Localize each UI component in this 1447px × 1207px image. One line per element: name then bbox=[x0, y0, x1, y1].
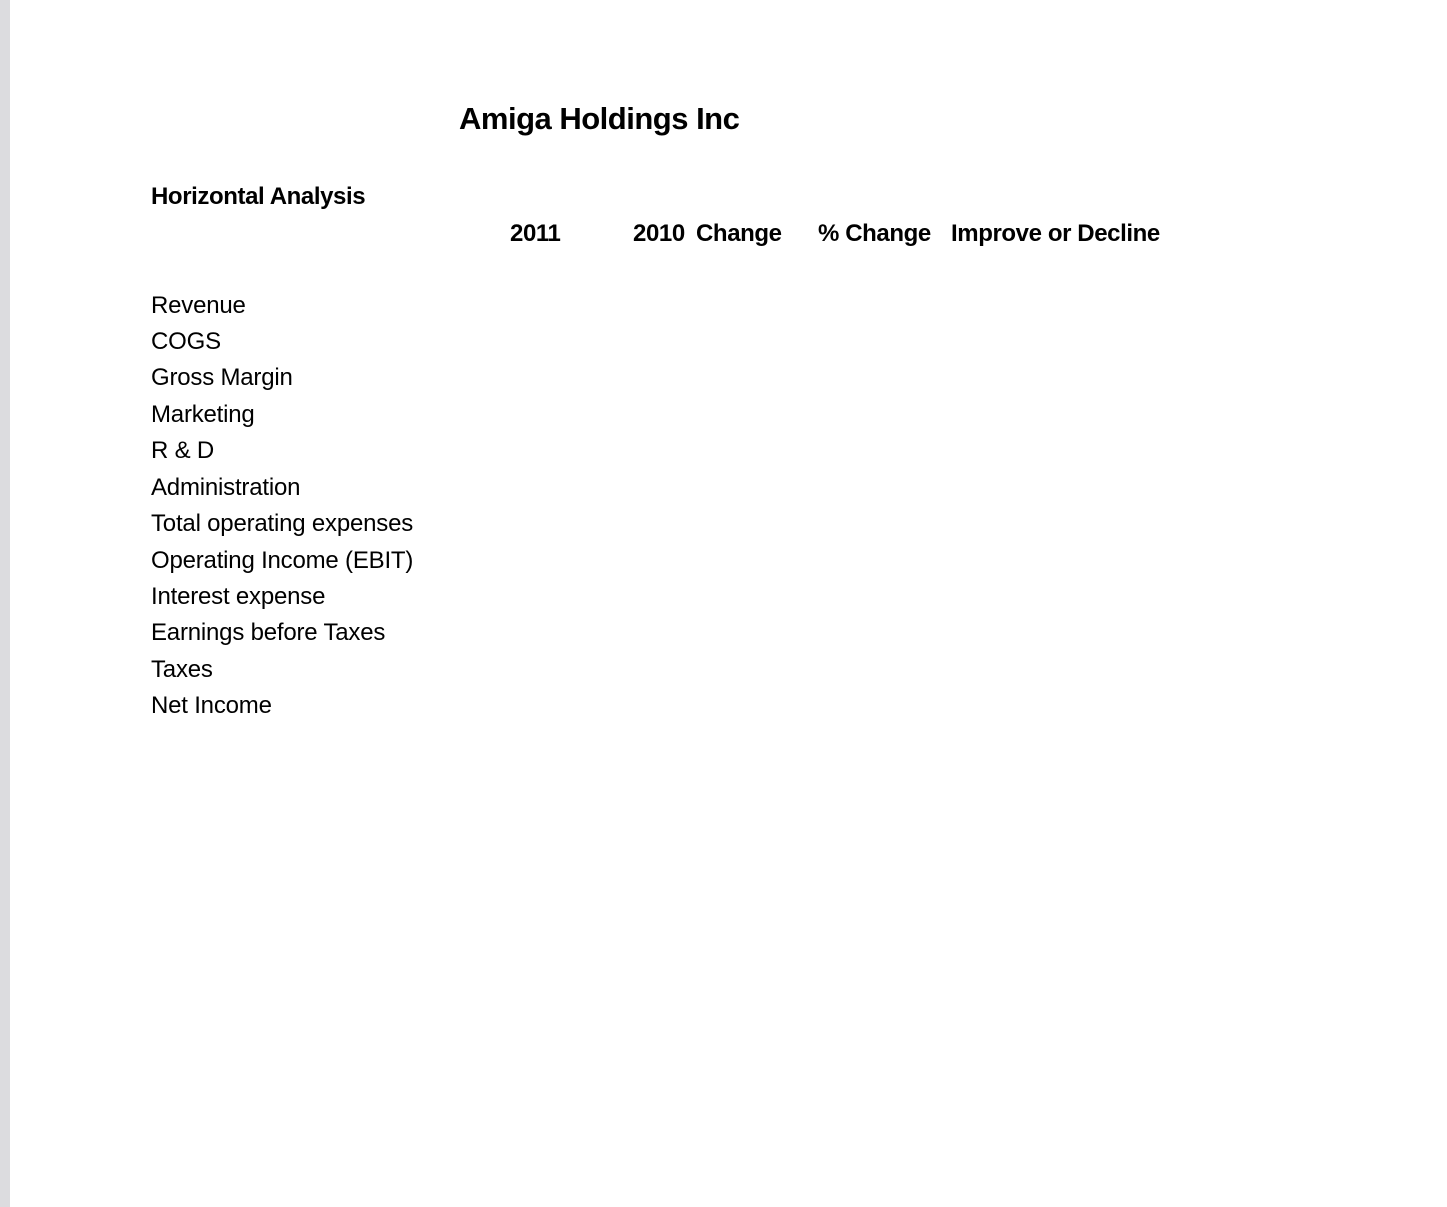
row-label-interest-expense: Interest expense bbox=[151, 583, 326, 610]
document-title: Amiga Holdings Inc bbox=[459, 101, 740, 136]
column-header-percent-change: % Change bbox=[818, 220, 931, 247]
row-label-marketing: Marketing bbox=[151, 401, 255, 428]
row-label-gross-margin: Gross Margin bbox=[151, 364, 293, 391]
window-left-edge bbox=[0, 0, 10, 1207]
column-header-improve-or-decline: Improve or Decline bbox=[951, 220, 1160, 247]
row-label-administration: Administration bbox=[151, 474, 301, 501]
row-label-total-operating-expenses: Total operating expenses bbox=[151, 510, 414, 537]
column-header-2011: 2011 bbox=[510, 220, 561, 247]
row-label-r-and-d: R & D bbox=[151, 437, 215, 464]
document-page bbox=[10, 0, 1447, 1207]
column-header-change: Change bbox=[696, 220, 782, 247]
row-label-net-income: Net Income bbox=[151, 692, 272, 719]
row-label-operating-income: Operating Income (EBIT) bbox=[151, 547, 414, 574]
section-heading: Horizontal Analysis bbox=[151, 183, 366, 210]
row-label-revenue: Revenue bbox=[151, 292, 246, 319]
row-label-cogs: COGS bbox=[151, 328, 221, 355]
row-label-earnings-before-taxes: Earnings before Taxes bbox=[151, 619, 386, 646]
column-header-2010: 2010 bbox=[633, 220, 685, 247]
row-label-taxes: Taxes bbox=[151, 656, 213, 683]
